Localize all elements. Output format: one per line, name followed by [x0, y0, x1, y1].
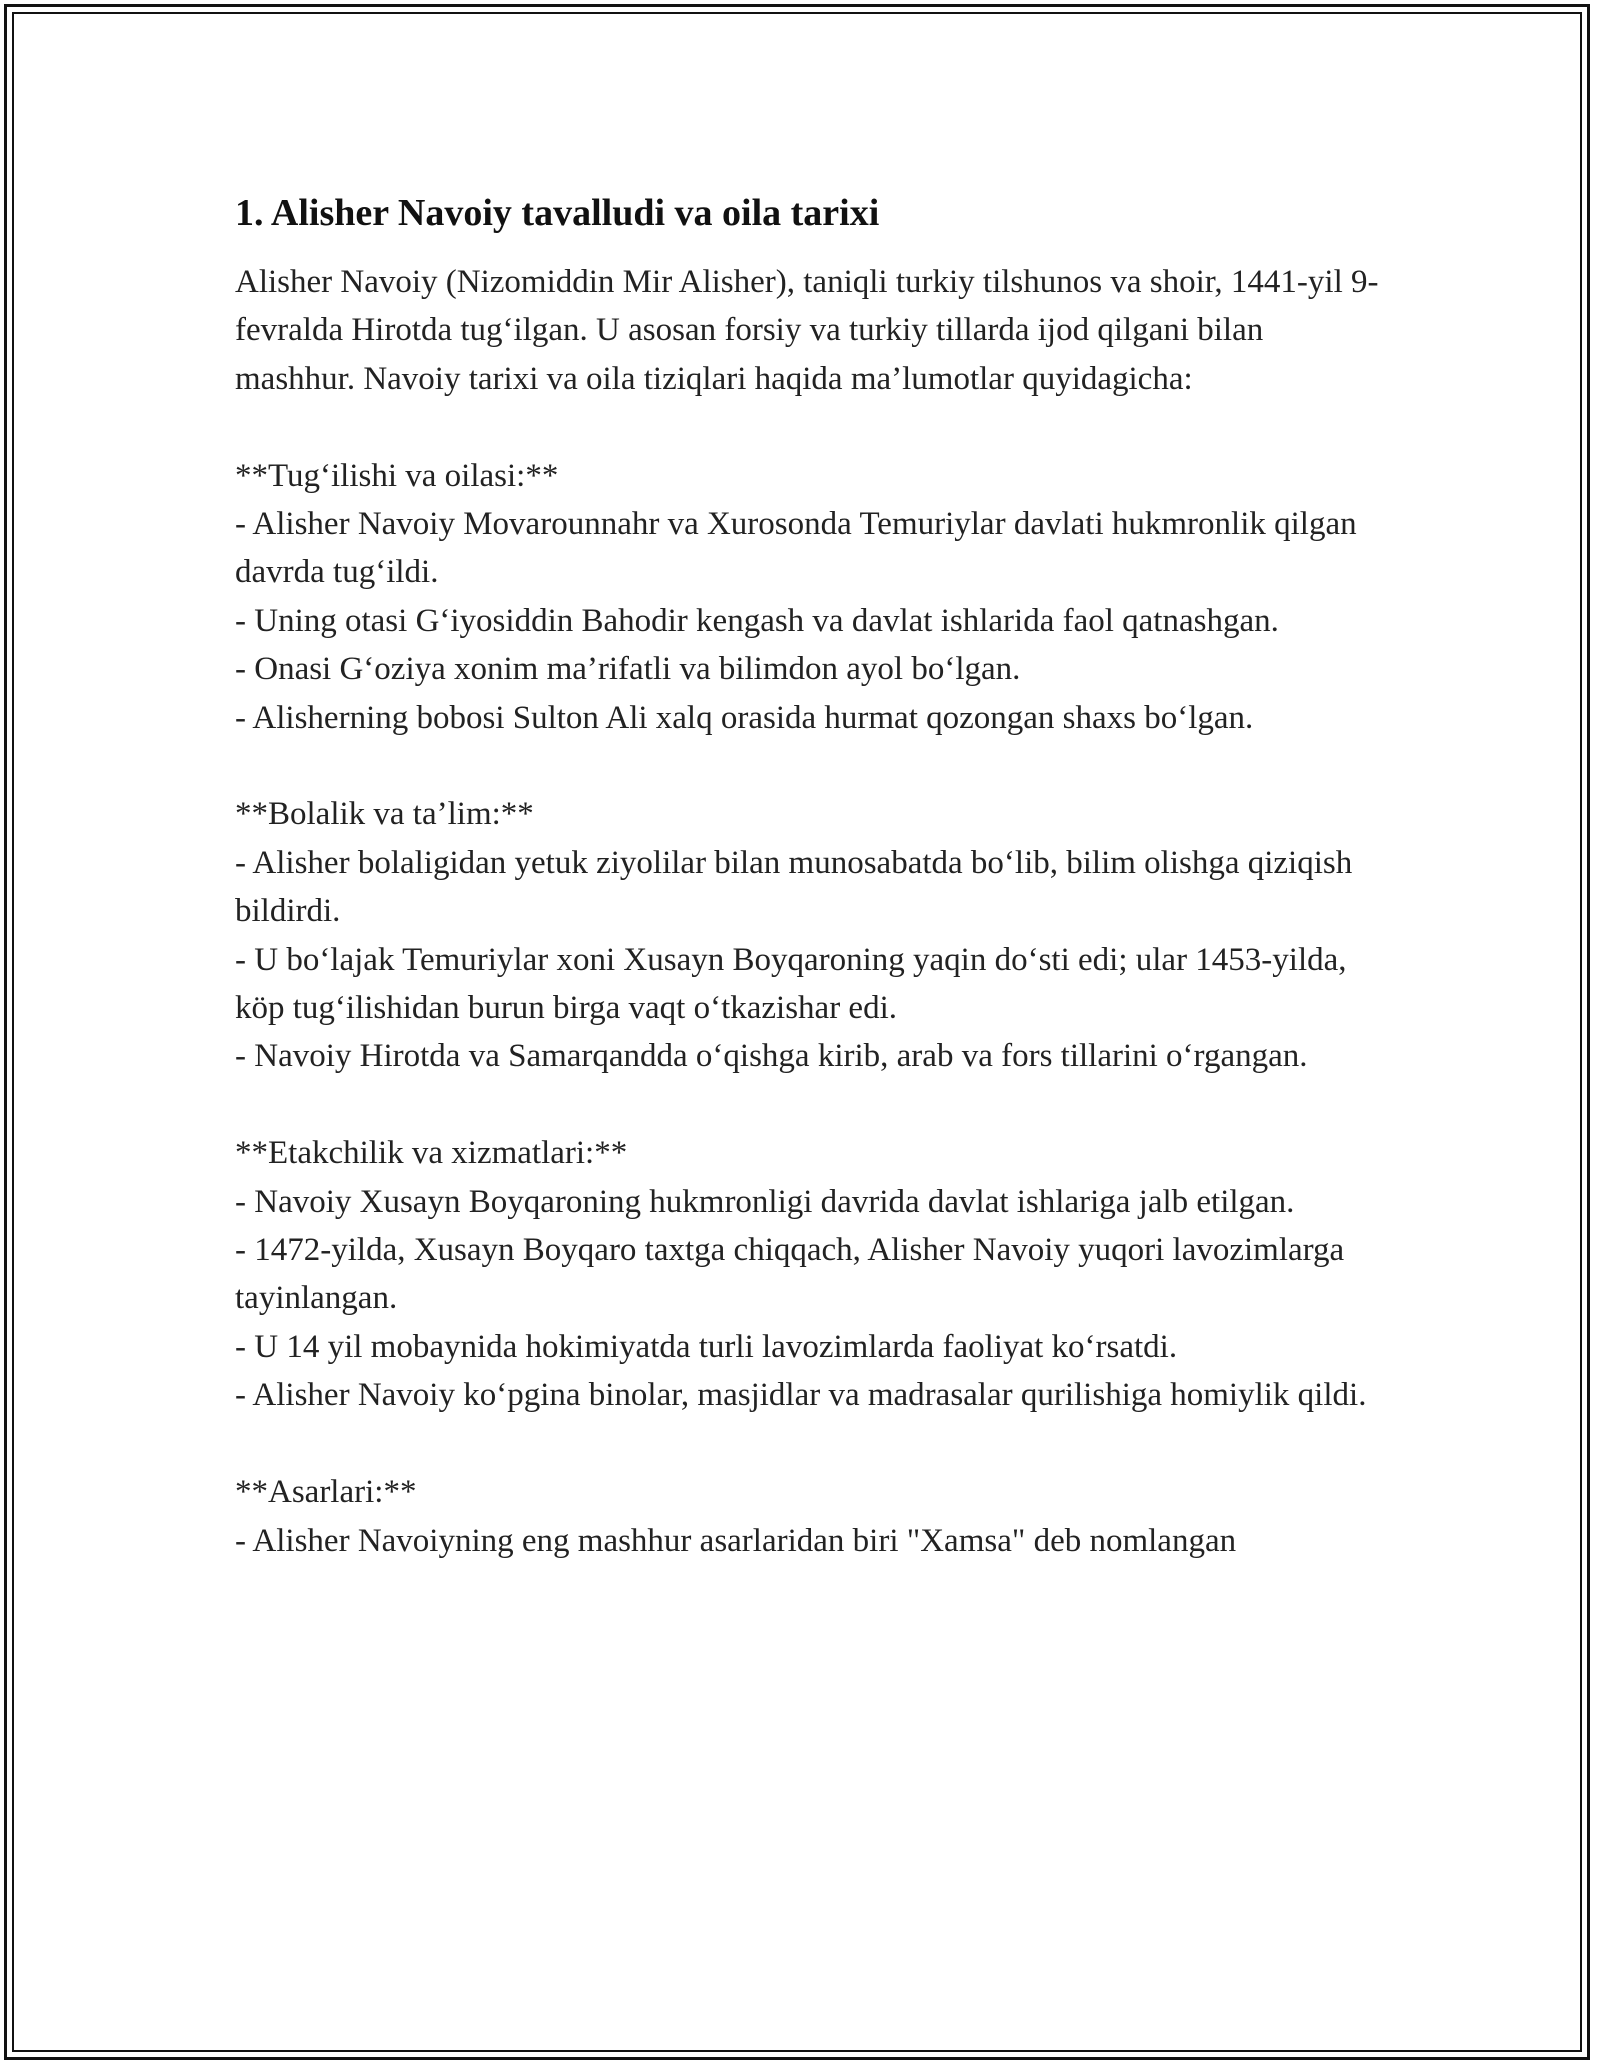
intro-paragraph: Alisher Navoiy (Nizomiddin Mir Alisher), taniqli turkiy tilshunos va shoir, 1441-yil 9-fevralda Hirotda tug‘ilgan. U asosan forsiy va turkiy tillarda ijod qilgani bilan mashhur. Navoiy tarixi va oila tiziqlari haqida ma’lumotlar quyidagicha:: [235, 264, 1379, 397]
section-title: **Tug‘ilishi va oilasi:**: [235, 457, 559, 494]
list-item: - Alisher Navoiyning eng mashhur asarlaridan biri "Xamsa" deb nomlangan: [235, 1522, 1237, 1559]
section-title: **Etakchilik va xizmatlari:**: [235, 1135, 628, 1172]
list-item: - Onasi G‘oziya xonim ma’rifatli va bilimdon ayol bo‘lgan.: [235, 651, 1021, 688]
section-title: **Bolalik va ta’lim:**: [235, 796, 534, 833]
list-item: - Navoiy Xusayn Boyqaroning hukmronligi davrida davlat ishlariga jalb etilgan.: [235, 1183, 1295, 1220]
list-item: - Alisherning bobosi Sulton Ali xalq orasida hurmat qozongan shaxs bo‘lgan.: [235, 699, 1254, 736]
document-heading: 1. Alisher Navoiy tavalludi va oila tarixi: [235, 192, 880, 234]
section-birth-family: [235, 452, 1385, 742]
list-item: - U bo‘lajak Temuriylar xoni Xusayn Boyqaroning yaqin do‘sti edi; ular 1453-yilda, köp tug‘ilishidan burun birga vaqt o‘tkazishar edi.: [235, 941, 1347, 1027]
list-item: - U 14 yil mobaynida hokimiyatda turli lavozimlarda faoliyat ko‘rsatdi.: [235, 1328, 1178, 1365]
list-item: - Alisher Navoiy Movarounnahr va Xurosonda Temuriylar davlati hukmronlik qilgan davrda tug‘ildi.: [235, 506, 1357, 591]
section-title: **Asarlari:**: [235, 1474, 417, 1511]
list-item: - Navoiy Hirotda va Samarqandda o‘qishga kirib, arab va fors tillarini o‘rgangan.: [235, 1038, 1308, 1075]
list-item: - Uning otasi G‘iyosiddin Bahodir kengash va davlat ishlarida faol qatnashgan.: [235, 602, 1279, 639]
section-leadership-service: [235, 1129, 1385, 1419]
document-body: [235, 186, 1385, 1565]
section-childhood-education: [235, 790, 1385, 1080]
list-item: - Alisher bolaligidan yetuk ziyolilar bilan munosabatda bo‘lib, bilim olishga qiziqish bildirdi.: [235, 844, 1353, 930]
list-item: - Alisher Navoiy ko‘pgina binolar, masjidlar va madrasalar qurilishiga homiylik qildi.: [235, 1377, 1367, 1414]
section-works: [235, 1468, 1385, 1565]
list-item: - 1472-yilda, Xusayn Boyqaro taxtga chiqqach, Alisher Navoiy yuqori lavozimlarga tayinlangan.: [235, 1232, 1345, 1317]
